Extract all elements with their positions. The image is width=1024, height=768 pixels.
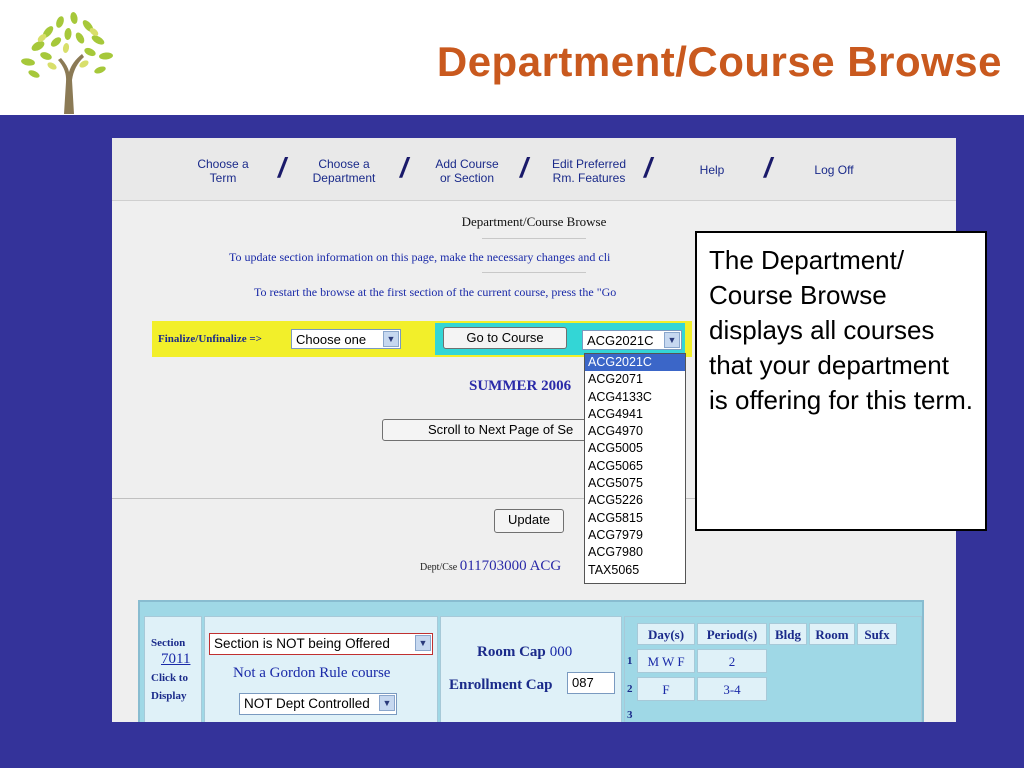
course-option[interactable]: ACG5065 <box>588 458 643 473</box>
course-select-value: ACG2021C <box>587 333 654 348</box>
header-sufx-text: Sufx <box>864 627 890 642</box>
course-option[interactable]: TAX5065 <box>588 562 640 577</box>
section-status-select[interactable] <box>209 633 433 655</box>
nav-choose-term-line2: Term <box>209 171 237 185</box>
course-option[interactable]: ACG5075 <box>588 476 643 491</box>
capacity-cell <box>440 616 622 722</box>
nav-add-course-line1: Add Course <box>435 157 499 171</box>
room-cap-value: 000 <box>549 644 573 660</box>
course-option[interactable]: ACG5815 <box>588 510 643 525</box>
enrollment-cap-input[interactable]: 087 <box>567 672 615 694</box>
chevron-down-icon: ▼ <box>383 331 399 347</box>
callout-box: The Department/ Course Browse displays all courses that your department is offering for this term. <box>695 231 987 531</box>
nav-logoff[interactable]: Log Off <box>814 163 854 177</box>
nav-separator: / <box>764 152 772 183</box>
scroll-next-page-button[interactable]: Scroll to Next Page of Se <box>382 419 602 441</box>
dept-control-select[interactable] <box>239 693 397 715</box>
display-label: Display <box>151 690 187 702</box>
finalize-select[interactable] <box>291 329 401 349</box>
nav-help[interactable]: Help <box>699 163 725 177</box>
nav-separator: / <box>644 152 652 183</box>
room-cap-label: Room Cap <box>477 644 546 660</box>
meeting-days: M W F <box>647 654 685 669</box>
chevron-down-icon: ▼ <box>415 635 431 651</box>
section-status-value: Section is NOT being Offered <box>214 636 390 651</box>
header-days-text: Day(s) <box>647 627 685 642</box>
room-cap <box>477 643 572 661</box>
course-option[interactable]: ACG2071 <box>588 372 643 387</box>
divider <box>482 272 586 273</box>
section-panel <box>138 600 924 722</box>
chevron-down-icon: ▼ <box>379 695 395 711</box>
meeting-days-cell <box>637 677 695 701</box>
tree-logo-icon <box>8 2 126 114</box>
nav-separator: / <box>520 152 528 183</box>
meeting-period: 2 <box>728 654 736 669</box>
meeting-row-number: 1 <box>627 655 633 667</box>
enrollment-cap-label: Enrollment Cap <box>449 677 553 693</box>
course-option[interactable]: ACG7980 <box>588 545 643 560</box>
dept-control-value: NOT Dept Controlled <box>244 696 370 711</box>
nav-edit-features[interactable] <box>542 157 636 185</box>
section-label: Section <box>151 637 186 649</box>
course-option[interactable]: ACG5226 <box>588 493 643 508</box>
update-instructions: To update section information on this page, make the necessary changes and cli <box>229 250 611 264</box>
header-room-text: Room <box>815 627 849 642</box>
finalize-bar <box>152 321 692 357</box>
nav-edit-features-line2: Rm. Features <box>552 171 626 185</box>
header-periods-text: Period(s) <box>706 627 758 642</box>
finalize-label: Finalize/Unfinalize => <box>158 333 262 345</box>
meeting-period-cell <box>697 677 767 701</box>
nav-add-course[interactable] <box>424 157 510 185</box>
course-option[interactable]: ACG2021C <box>585 354 685 371</box>
chevron-down-icon: ▼ <box>664 332 680 348</box>
dept-cse-label: Dept/Cse <box>420 562 458 573</box>
course-select[interactable] <box>582 330 682 350</box>
meeting-period-cell <box>697 649 767 673</box>
course-option[interactable]: ACG5005 <box>588 441 643 456</box>
meeting-row-number: 3 <box>627 709 633 721</box>
go-to-course-button[interactable]: Go to Course <box>443 327 567 349</box>
meeting-row-number: 2 <box>627 683 633 695</box>
term-heading: SUMMER 2006 <box>469 378 572 394</box>
page-heading: Department/Course Browse <box>461 214 607 229</box>
divider <box>482 238 586 239</box>
header-sufx <box>857 623 897 645</box>
update-button[interactable]: Update <box>494 509 564 533</box>
course-option[interactable]: ACG7979 <box>588 527 643 542</box>
click-to-label: Click to <box>151 672 188 684</box>
section-number-link[interactable]: 7011 <box>161 651 191 667</box>
nav-choose-department-line2: Department <box>312 171 376 185</box>
meeting-period: 3-4 <box>723 682 741 697</box>
nav-separator: / <box>400 152 408 183</box>
meeting-table <box>624 616 922 722</box>
nav-choose-department-line1: Choose a <box>318 157 370 171</box>
dept-cse-value: 011703000 ACG <box>459 558 562 574</box>
meeting-days: F <box>662 682 670 697</box>
dept-course-info <box>420 558 561 575</box>
header-room <box>809 623 855 645</box>
nav-bar <box>112 138 956 201</box>
course-dropdown-list[interactable] <box>584 353 686 584</box>
header-bldg <box>769 623 807 645</box>
nav-choose-term[interactable] <box>188 157 258 185</box>
restart-instructions: To restart the browse at the first section of the current course, press the "Go <box>254 285 617 299</box>
course-option[interactable]: ACG4970 <box>588 424 643 439</box>
section-status-cell <box>204 616 438 722</box>
nav-choose-term-line1: Choose a <box>197 157 249 171</box>
section-id-cell <box>144 616 202 722</box>
meeting-days-cell <box>637 649 695 673</box>
course-selector-box <box>435 323 685 355</box>
nav-separator: / <box>278 152 286 183</box>
header-periods <box>697 623 767 645</box>
nav-choose-department[interactable] <box>302 157 386 185</box>
course-option[interactable]: ACG4941 <box>588 406 643 421</box>
finalize-select-value: Choose one <box>296 332 367 347</box>
header-bldg-text: Bldg <box>774 627 801 642</box>
nav-edit-features-line1: Edit Preferred <box>551 157 627 171</box>
slide-title: Department/Course Browse <box>436 38 1002 85</box>
gordon-rule-text: Not a Gordon Rule course <box>233 665 391 681</box>
header-days <box>637 623 695 645</box>
course-option[interactable]: ACG4133C <box>588 389 652 404</box>
nav-add-course-line2: or Section <box>439 171 495 185</box>
